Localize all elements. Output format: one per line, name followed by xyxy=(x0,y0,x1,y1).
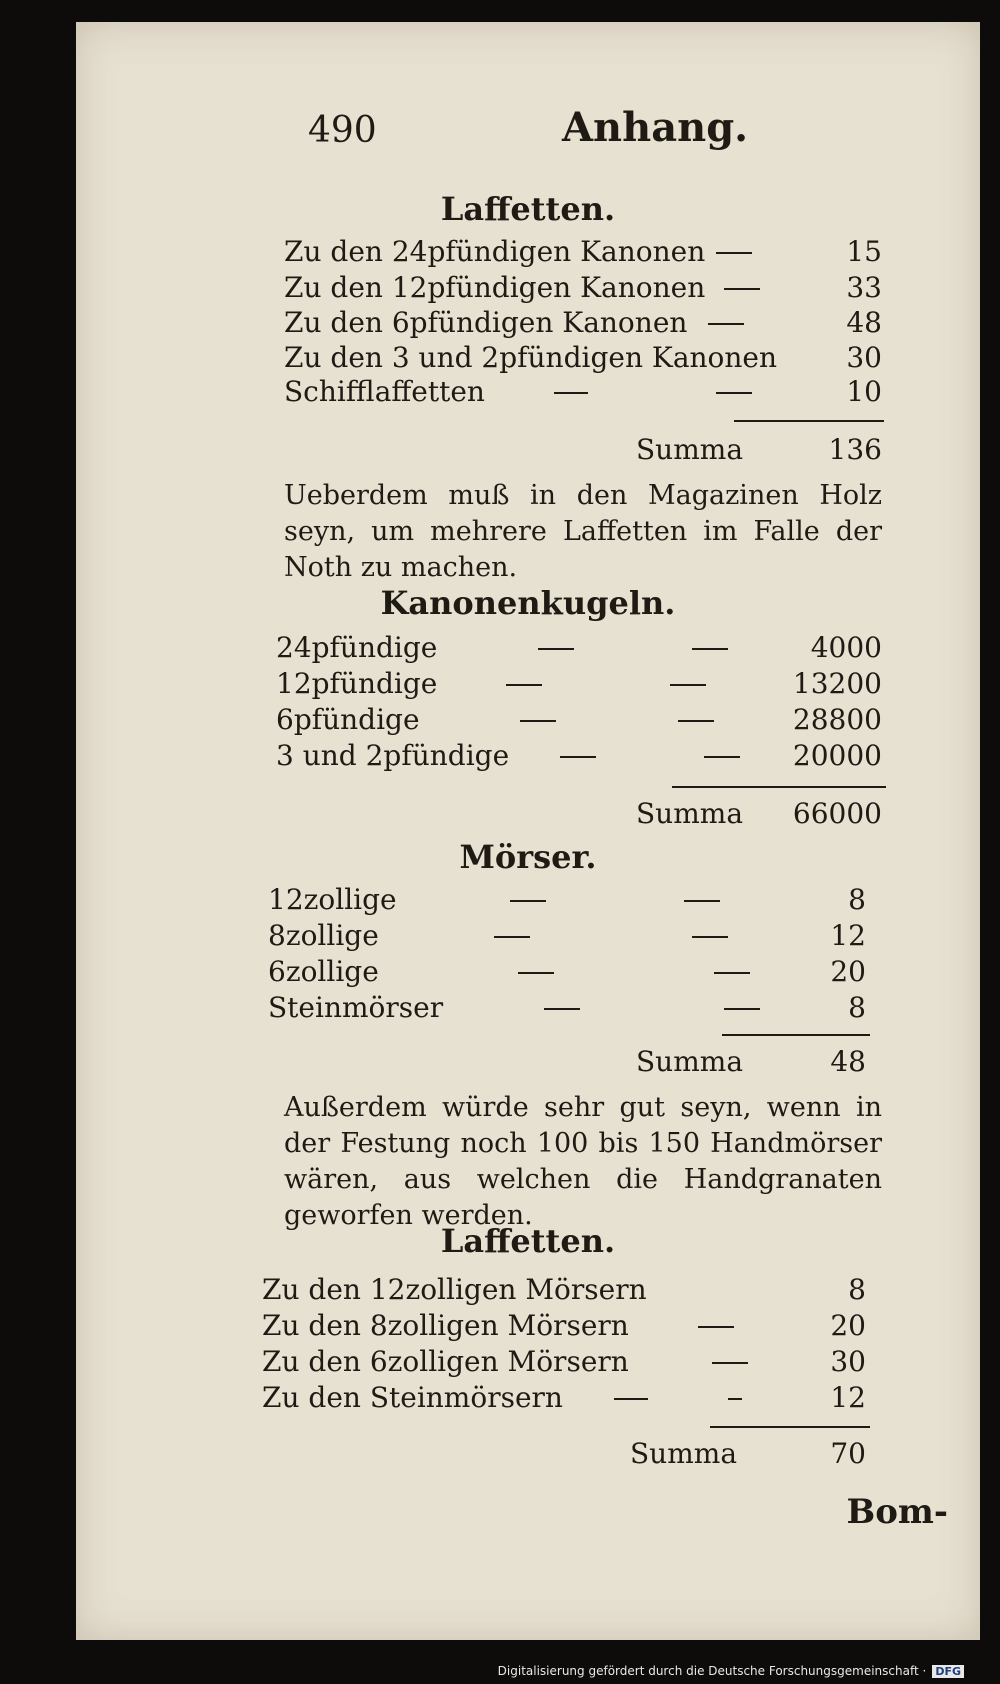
row-value: 28800 xyxy=(792,703,882,736)
table-row xyxy=(262,1344,866,1380)
dash-rule xyxy=(538,648,574,650)
dash-rule xyxy=(670,684,706,686)
row-label: 6pfündige xyxy=(276,703,420,736)
dash-rule xyxy=(698,1326,734,1328)
row-label: Zu den 6zolligen Mörsern xyxy=(262,1345,629,1378)
running-title: Anhang. xyxy=(562,104,749,151)
sum-row xyxy=(636,796,882,832)
sum-value: 66000 xyxy=(792,797,882,830)
dash-rule xyxy=(544,1008,580,1010)
dash-rule xyxy=(554,392,588,394)
table-row xyxy=(284,340,882,376)
paragraph-holz: Ueberdem muß in den Magazinen Holz seyn, um mehrere Laffetten im Falle der Noth zu machen. xyxy=(284,480,882,583)
row-value: 12 xyxy=(830,919,866,952)
sum-value: 48 xyxy=(830,1045,866,1078)
row-label: 8zollige xyxy=(268,919,379,952)
dash-rule xyxy=(520,720,556,722)
row-value: 10 xyxy=(846,375,882,408)
table-row xyxy=(262,1308,866,1344)
dash-rule xyxy=(716,252,752,254)
table-row xyxy=(268,954,866,990)
row-label: 12pfündige xyxy=(276,667,438,700)
row-label: Steinmörser xyxy=(268,991,444,1024)
sum-row xyxy=(636,432,882,468)
dash-rule xyxy=(494,936,530,938)
dash-rule xyxy=(728,1398,742,1400)
dash-rule xyxy=(704,756,740,758)
table-row xyxy=(268,882,866,918)
paragraph-handmoerser: Außerdem würde sehr gut seyn, wenn in der Festung noch 100 bis 150 Handmörser wären, aus welchen die Handgranaten geworfen werden. xyxy=(284,1092,882,1231)
dash-rule xyxy=(510,900,546,902)
table-row xyxy=(284,305,882,341)
book-page xyxy=(76,22,980,1640)
row-value: 13200 xyxy=(792,667,882,700)
footer-text: Digitalisierung gefördert durch die Deutsche Forschungsgemeinschaft · xyxy=(497,1664,927,1678)
dash-rule xyxy=(712,1362,748,1364)
table-row xyxy=(276,738,882,774)
sum-value: 70 xyxy=(830,1437,866,1470)
row-label: 24pfündige xyxy=(276,631,438,664)
row-label: 12zollige xyxy=(268,883,397,916)
table-row xyxy=(262,1380,866,1416)
row-value: 8 xyxy=(848,1273,866,1306)
sum-label: Summa xyxy=(630,1437,738,1470)
sum-row xyxy=(636,1044,866,1080)
row-label: Schifflaffetten xyxy=(284,375,485,408)
section-heading-laffetten: Laffetten. xyxy=(440,190,616,228)
dash-rule xyxy=(560,756,596,758)
dash-rule xyxy=(714,972,750,974)
row-label: Zu den Steinmörsern xyxy=(262,1381,563,1414)
row-value: 48 xyxy=(846,306,882,339)
dash-rule xyxy=(684,900,720,902)
dfg-logo: DFG xyxy=(932,1665,964,1678)
sum-rule xyxy=(672,786,886,788)
table-row xyxy=(284,270,882,306)
sum-rule xyxy=(734,420,884,422)
row-label: Zu den 12zolligen Mörsern xyxy=(262,1273,647,1306)
row-label: Zu den 24pfündigen Kanonen xyxy=(284,235,706,268)
row-value: 20 xyxy=(830,955,866,988)
dash-rule xyxy=(692,648,728,650)
row-label: Zu den 6pfündigen Kanonen xyxy=(284,306,688,339)
row-value: 15 xyxy=(846,235,882,268)
table-row xyxy=(276,702,882,738)
sum-rule xyxy=(722,1034,870,1036)
dash-rule xyxy=(708,323,744,325)
table-row xyxy=(276,630,882,666)
sum-value: 136 xyxy=(828,433,882,466)
sum-rule xyxy=(710,1426,870,1428)
dash-rule xyxy=(506,684,542,686)
row-label: 3 und 2pfündige xyxy=(276,739,510,772)
dash-rule xyxy=(716,392,752,394)
row-label: Zu den 8zolligen Mörsern xyxy=(262,1309,629,1342)
row-label: Zu den 3 und 2pfündigen Kanonen xyxy=(284,341,778,374)
sum-label: Summa xyxy=(636,1045,744,1078)
row-value: 8 xyxy=(848,883,866,916)
section-heading-kanonenkugeln: Kanonenkugeln. xyxy=(380,584,676,622)
row-label: 6zollige xyxy=(268,955,379,988)
dash-rule xyxy=(692,936,728,938)
table-row xyxy=(276,666,882,702)
table-row xyxy=(262,1272,866,1308)
catchword: Bom- xyxy=(846,1492,948,1532)
table-row xyxy=(284,374,882,410)
dash-rule xyxy=(724,288,760,290)
page-number: 490 xyxy=(308,110,377,151)
dash-rule xyxy=(724,1008,760,1010)
dash-rule xyxy=(518,972,554,974)
row-value: 30 xyxy=(846,341,882,374)
row-label: Zu den 12pfündigen Kanonen xyxy=(284,271,706,304)
table-row xyxy=(268,990,866,1026)
row-value: 20 xyxy=(830,1309,866,1342)
row-value: 30 xyxy=(830,1345,866,1378)
table-row xyxy=(268,918,866,954)
row-value: 20000 xyxy=(792,739,882,772)
dash-rule xyxy=(614,1398,648,1400)
table-row xyxy=(284,234,882,270)
dash-rule xyxy=(678,720,714,722)
row-value: 4000 xyxy=(810,631,882,664)
row-value: 12 xyxy=(830,1381,866,1414)
sum-label: Summa xyxy=(636,797,744,830)
sum-row xyxy=(630,1436,866,1472)
row-value: 8 xyxy=(848,991,866,1024)
row-value: 33 xyxy=(846,271,882,304)
sum-label: Summa xyxy=(636,433,744,466)
section-heading-laffetten-moerser: Laffetten. xyxy=(440,1222,616,1260)
section-heading-moerser: Mörser. xyxy=(459,838,597,876)
digitization-footer xyxy=(498,1664,964,1678)
